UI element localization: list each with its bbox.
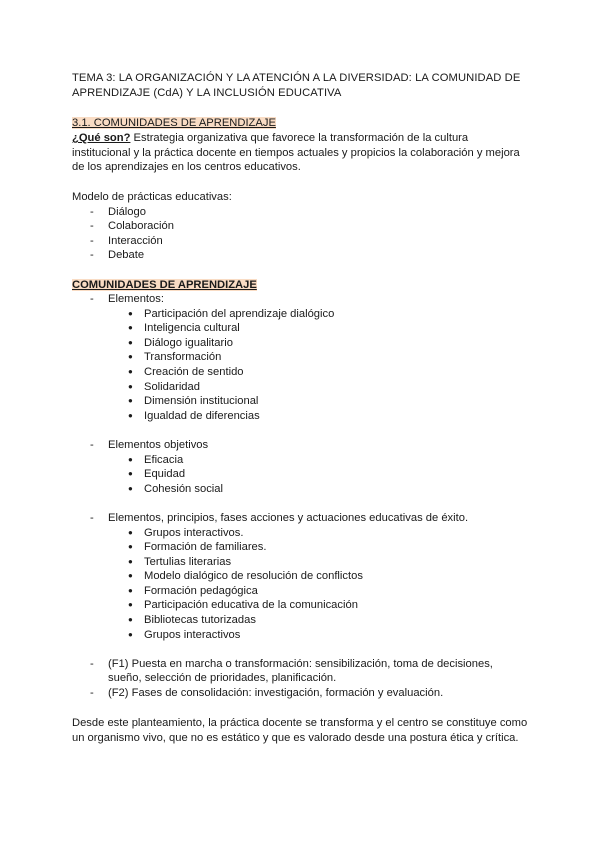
cda-list	[72, 292, 528, 701]
cda-heading	[72, 278, 528, 293]
document-title: TEMA 3: LA ORGANIZACIÓN Y LA ATENCIÓN A LA DIVERSIDAD: LA COMUNIDAD DE APRENDIZAJE (CdA) Y LA INCLUSIÓN EDUCATIVA	[72, 72, 521, 99]
cda-heading-text: COMUNIDADES DE APRENDIZAJE	[72, 279, 257, 291]
list-item: ● Grupos interactivos.	[108, 526, 528, 541]
spacer	[108, 496, 528, 511]
list-item: ● Equidad	[108, 467, 528, 482]
list-item: ● Participación del aprendizaje dialógico	[108, 307, 528, 322]
list-item: ● Formación de familiares.	[108, 540, 528, 555]
elementos-group	[72, 292, 528, 438]
spacer	[108, 642, 528, 657]
list-item: ● Bibliotecas tutorizadas	[108, 613, 528, 628]
fase1-item: - (F1) Puesta en marcha o transformación: sensibilización, toma de decisiones, sueño, selección de prioridades, planificación.	[72, 657, 528, 686]
list-item: ● Eficacia	[108, 453, 528, 468]
list-item: ● Solidaridad	[108, 380, 528, 395]
list-item: ● Participación educativa de la comunicación	[108, 598, 528, 613]
list-item: ● Inteligencia cultural	[108, 321, 528, 336]
list-item: ● Transformación	[108, 350, 528, 365]
list-item: ● Diálogo igualitario	[108, 336, 528, 351]
spacer	[108, 423, 528, 438]
elementos-label: - Elementos:	[108, 293, 164, 305]
list-item: ● Modelo dialógico de resolución de conflictos	[108, 569, 528, 584]
list-item: - Diálogo	[72, 205, 528, 220]
conclusion-paragraph: Desde este planteamiento, la práctica docente se transforma y el centro se constituye como un organismo vivo, que no es estático y que es valorado desde una postura ética y crítica.	[72, 717, 528, 744]
model-list	[72, 205, 528, 263]
principios-label: - Elementos, principios, fases acciones y actuaciones educativas de éxito.	[108, 511, 469, 524]
principios-group	[72, 511, 528, 657]
list-item: ● Igualdad de diferencias	[108, 409, 528, 424]
cda-section	[72, 292, 528, 701]
question-label: ¿Qué son?	[72, 132, 131, 144]
intro-paragraph	[72, 131, 528, 175]
list-item: ● Formación pedagógica	[108, 584, 528, 599]
model-section	[72, 190, 528, 263]
list-item: ● Tertulias literarias	[108, 555, 528, 570]
fase2-item: - (F2) Fases de consolidación: investigación, formación y evaluación.	[72, 686, 528, 701]
list-item: ● Grupos interactivos	[108, 628, 528, 643]
list-item: - Interacción	[72, 234, 528, 249]
objetivos-label: - Elementos objetivos	[108, 438, 209, 451]
model-heading: Modelo de prácticas educativas:	[72, 191, 232, 203]
objetivos-group	[72, 438, 528, 511]
question-text: Estrategia organizativa que favorece la transformación de la cultura institucional y la práctica docente en tiempos actuales y propicios la colaboración y mejora de los aprendizajes en los centros educativos.	[72, 132, 520, 174]
elementos-list	[108, 307, 528, 424]
list-item: ● Cohesión social	[108, 482, 528, 497]
section-heading	[72, 116, 528, 131]
list-item: - Colaboración	[72, 219, 528, 234]
list-item: - Debate	[72, 248, 528, 263]
list-item: ● Creación de sentido	[108, 365, 528, 380]
list-item: ● Dimensión institucional	[108, 394, 528, 409]
section-heading-text: 3.1. COMUNIDADES DE APRENDIZAJE	[72, 117, 276, 129]
objetivos-list	[108, 453, 528, 497]
principios-list	[108, 526, 528, 643]
